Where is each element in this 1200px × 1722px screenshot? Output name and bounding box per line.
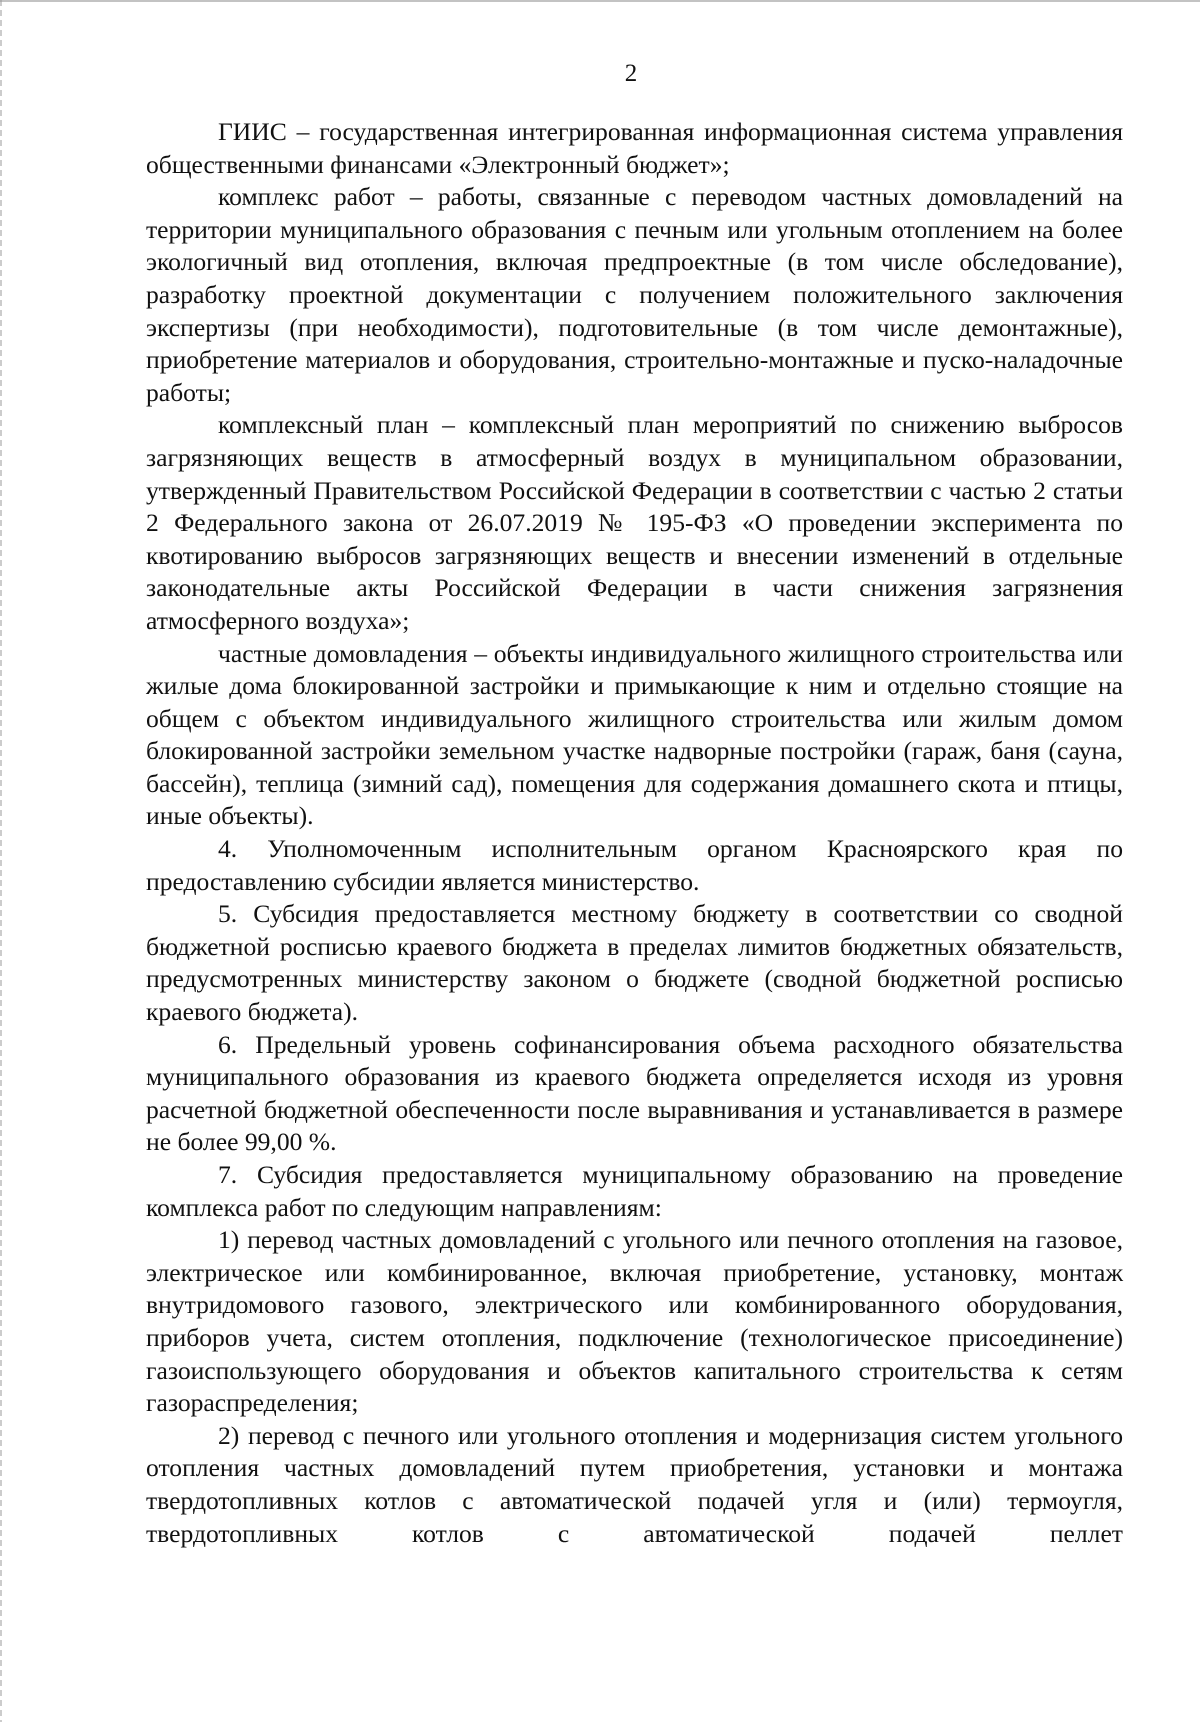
clause-4: 4. Уполномоченным исполнительным органом Красноярского края по предоставлению субсидии является министерство. — [146, 834, 1123, 896]
clause-7: 7. Субсидия предоставляется муниципальному образованию на проведение комплекса работ по следующим направлениям: — [146, 1160, 1123, 1222]
definition-giis: ГИИС – государственная интегрированная информационная система управления общественными финансами «Электронный бюджет»; — [146, 117, 1123, 179]
definition-comprehensive-plan: комплексный план – комплексный план мероприятий по снижению выбросов загрязняющих веществ в атмосферный воздух в муниципальном образовании, утвержденный Правительством Российской Федерации в соответствии с частью 2 статьи 2 Федерального закона от 26.07.2019 № 195-ФЗ «О проведении эксперимента по квотированию выбросов загрязняющих веществ и внесении изменений в отдельные законодательные акты Российской Федерации в части снижения загрязнения атмосферного воздуха»; — [146, 410, 1123, 635]
definition-works-complex: комплекс работ – работы, связанные с переводом частных домовладений на территории муниципального образования с печным или угольным отоплением на более экологичный вид отопления, включая предпроектные (в том числе обследование), разработку проектной документации с получением положительного заключения экспертизы (при необходимости), подготовительные (в том числе демонтажные), приобретение материалов и оборудования, строительно-монтажные и пуско-наладочные работы; — [146, 182, 1123, 407]
clause-5: 5. Субсидия предоставляется местному бюджету в соответствии со сводной бюджетной росписью краевого бюджета в пределах лимитов бюджетных обязательств, предусмотренных министерству законом о бюджете (сводной бюджетной росписью краевого бюджета). — [146, 899, 1123, 1027]
clause-7-item-2: 2) перевод с печного или угольного отопления и модернизация систем угольного отопления частных домовладений путем приобретения, установки и монтажа твердотопливных котлов с автоматической подачей угля и (или) термоугля, твердотопливных котлов с автоматической подачей пеллет — [146, 1420, 1123, 1548]
definition-private-households: частные домовладения – объекты индивидуального жилищного строительства или жилые дома блокированной застройки и примыкающие к ним и отдельно стоящие на общем с объектом индивидуального жилищного строительства или жилым домом блокированной застройки земельном участке надворные постройки (гараж, баня (сауна, бассейн), теплица (зимний сад), помещения для содержания домашнего скота и птицы, иные объекты). — [146, 638, 1123, 831]
clause-7-item-1: 1) перевод частных домовладений с угольного или печного отопления на газовое, электрическое или комбинированное, включая приобретение, установку, монтаж внутридомового газового, электрического или комбинированного оборудования, приборов учета, систем отопления, подключение (технологическое присоединение) газоиспользующего оборудования и объектов капитального строительства к сетям газораспределения; — [146, 1225, 1123, 1418]
page-number: 2 — [624, 60, 638, 87]
clause-6: 6. Предельный уровень софинансирования объема расходного обязательства муниципального образования из краевого бюджета определяется исходя из уровня расчетной бюджетной обеспеченности после выравнивания и устанавливается в размере не более 99,00 %. — [146, 1029, 1123, 1157]
scan-edge-top — [0, 0, 1200, 2]
document-body — [146, 116, 1123, 1550]
scan-edge-left — [0, 0, 2, 1722]
